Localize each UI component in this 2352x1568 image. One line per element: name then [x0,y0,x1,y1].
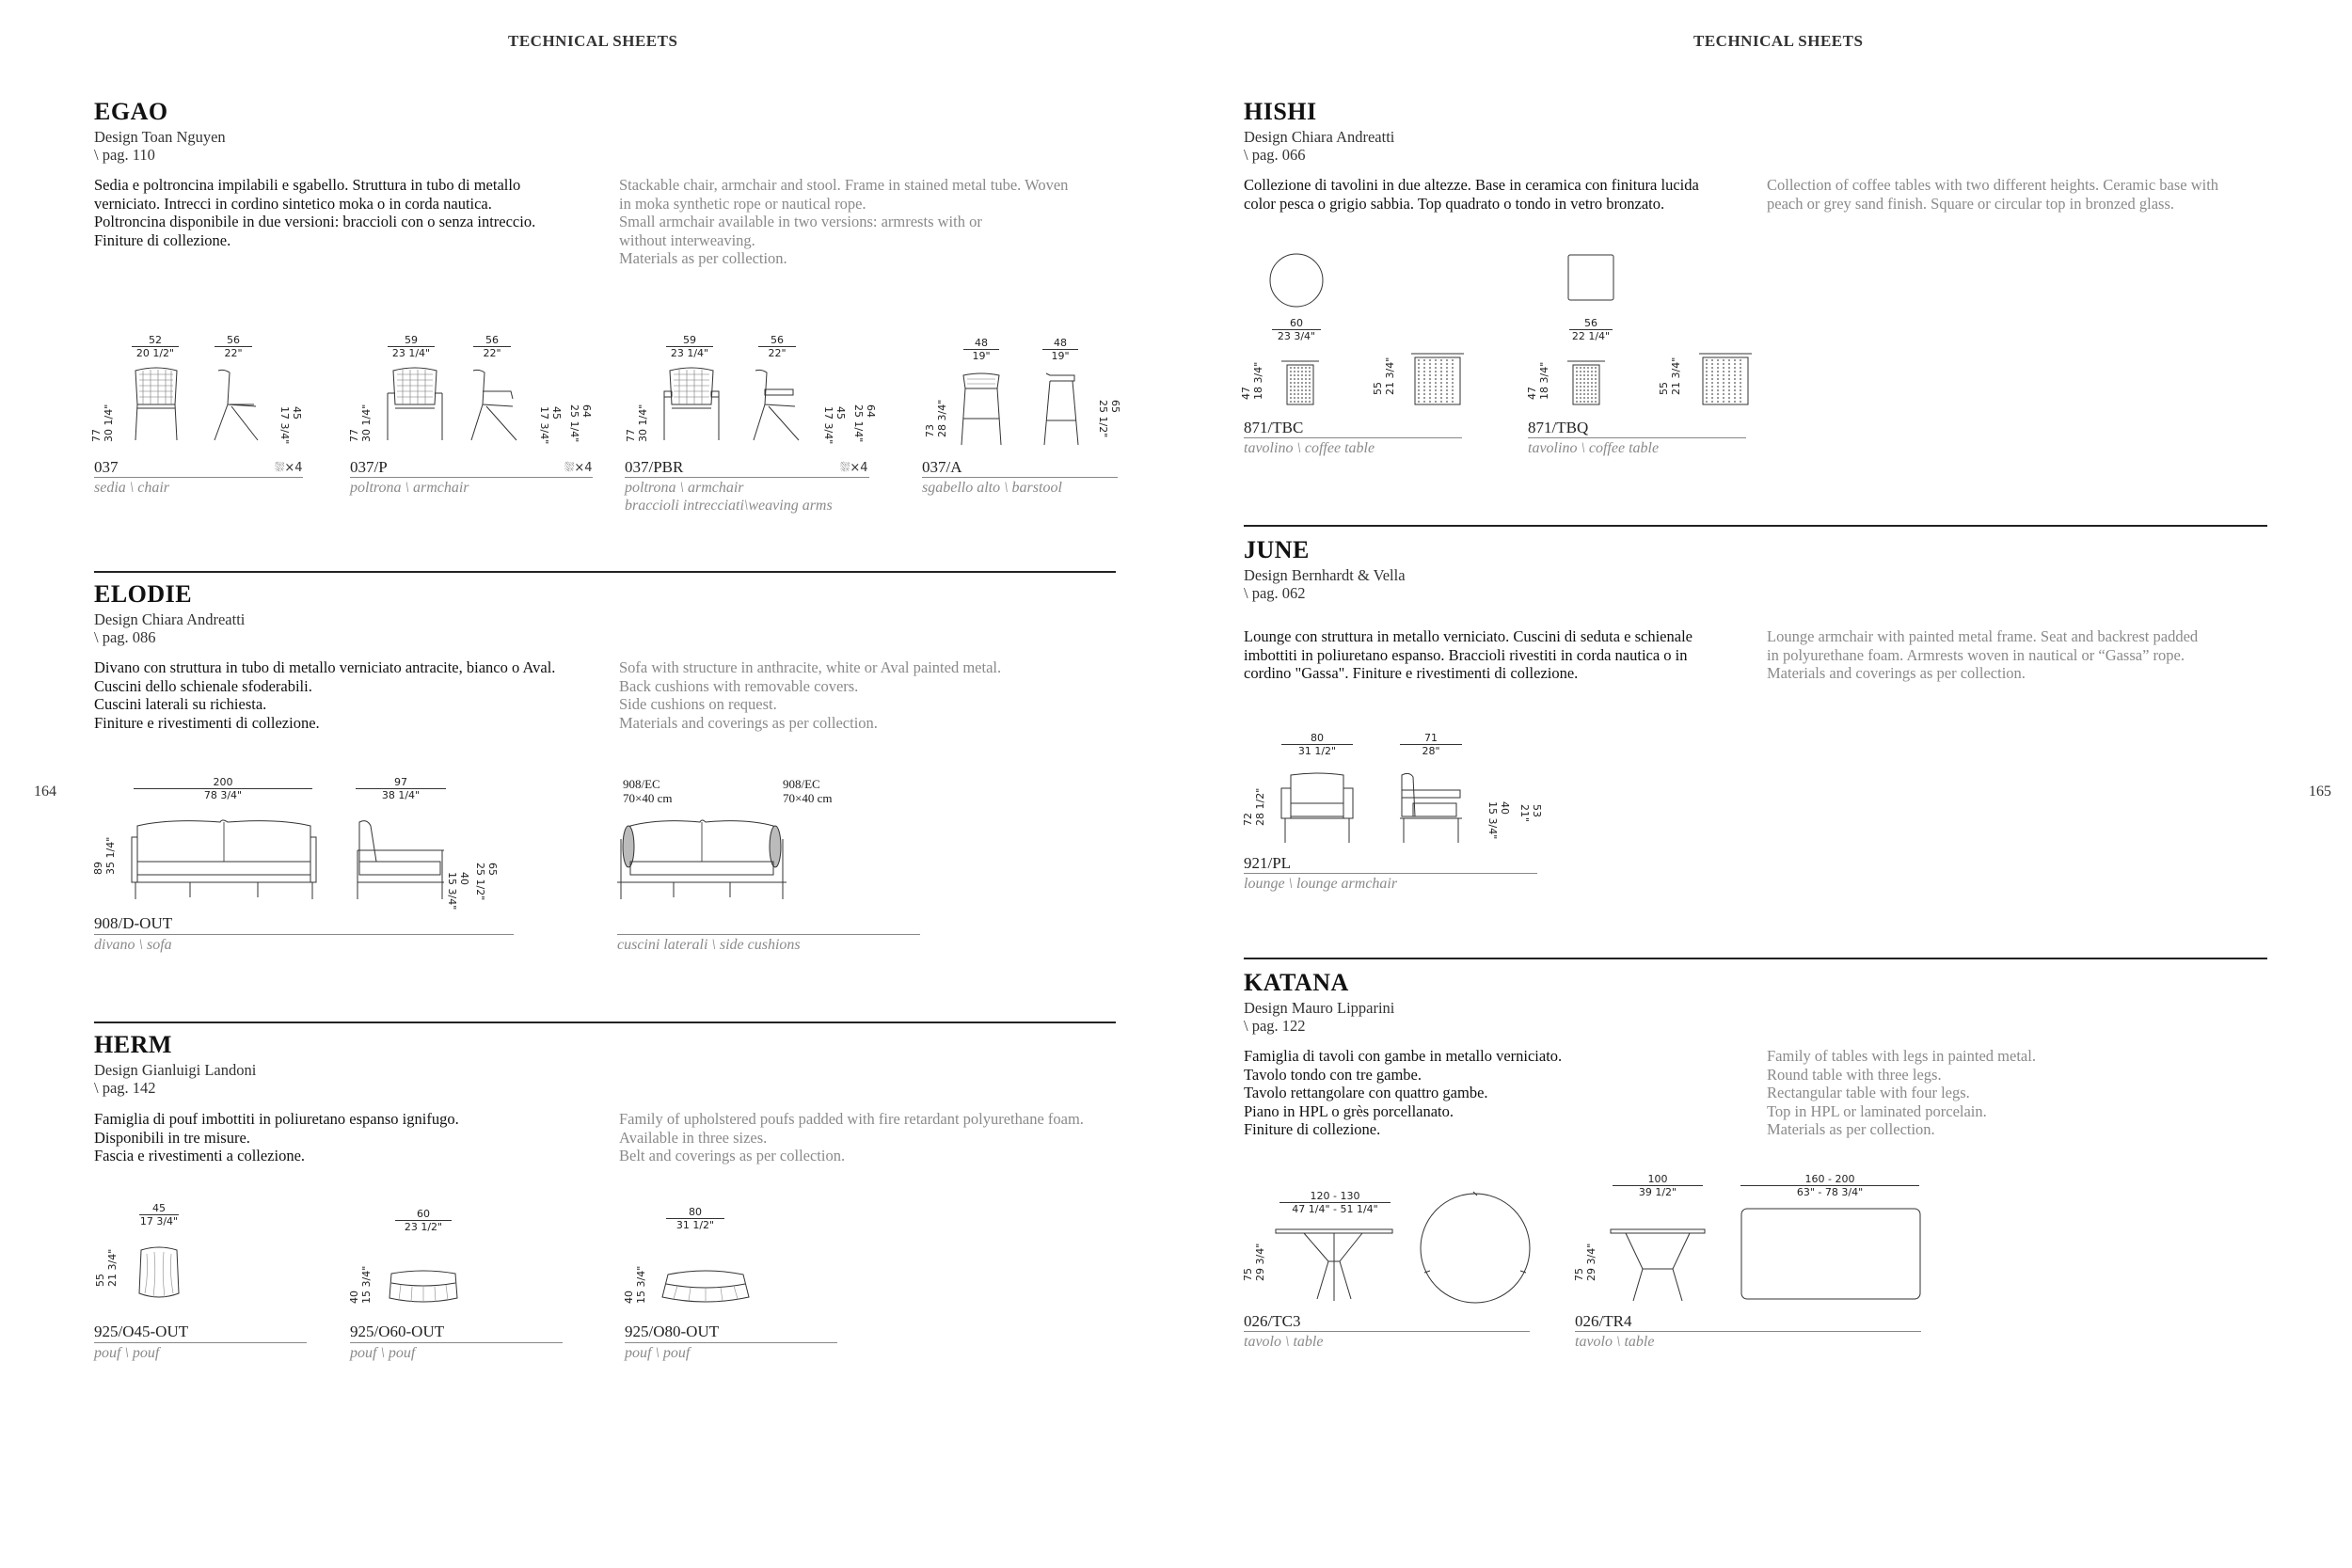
egao-037pbr-depth-dim: 56 22" [758,334,796,359]
egao-037-stack: ⛆×4 [275,461,303,475]
herm-o80-height-dim: 40 15 3/4" [623,1265,647,1304]
hishi-tbq-side-dim: 56 22 1/4" [1569,317,1613,342]
egao-037-code: 037 [94,458,119,476]
june-description-en: Lounge armchair with painted metal frame. Seat and backrest padded in polyurethane foam. Armrests woven in nautical or “Gassa” rope. Materials and coverings as per collection. [1767,627,2199,682]
egao-037-underline [94,477,303,478]
egao-designer: Design Toan Nguyen [94,128,226,146]
elodie-908d-caption: divano \ sofa [94,937,172,953]
divider-june-katana [1244,958,2267,959]
june-description-it: Lounge con struttura in metallo verniciato. Cuscini di seduta e schienale imbottiti in poliuretano espanso. Braccioli rivestiti in corda nautica o in cordino "Gassa". Finiture e rivestimenti di collezione. [1244,627,1692,682]
egao-037a-seat-dim: 65 25 1/2" [1097,400,1121,438]
egao-037-front-drawing [130,367,183,442]
egao-037pbr-front-drawing [662,367,721,442]
june-921pl-code: 921/PL [1244,854,1292,872]
herm-title: HERM [94,1031,172,1058]
egao-037a-front-drawing [958,372,1005,447]
hishi-tbc-underline [1244,437,1462,438]
egao-page-ref: \ pag. 110 [94,146,155,164]
elodie-sofa-seat-dim: 40 15 3/4" [446,872,470,911]
egao-037p-arm-dim: 64 25 1/4" [568,404,593,443]
katana-tc3-height-dim: 75 29 3/4" [1242,1243,1266,1281]
june-front-drawing [1279,769,1355,845]
egao-037a-side-drawing [1037,372,1084,447]
hishi-tbq-underline [1528,437,1746,438]
elodie-title: ELODIE [94,580,193,608]
hishi-tbq-low-drawing [1567,357,1605,406]
egao-037p-code: 037/P [350,458,388,476]
hishi-description-en: Collection of coffee tables with two different heights. Ceramic base with peach or grey sand finish. Square or circular top in bronzed glass. [1767,176,2219,213]
egao-037a-underline [922,477,1118,478]
hishi-tbq-high-dim: 55 21 3/4" [1658,356,1682,395]
hishi-tbq-code: 871/TBQ [1528,419,1589,436]
elodie-cushions-underline [617,934,920,935]
katana-description-en: Family of tables with legs in painted metal. Round table with three legs. Rectangular table with four legs. Top in HPL or laminated porcelain. Materials as per collection. [1767,1047,2036,1138]
katana-tr4-depth-dim: 100 39 1/2" [1613,1173,1703,1198]
divider-egao-elodie [94,571,1116,573]
elodie-908d-code: 908/D-OUT [94,914,173,932]
page-number-left: 164 [34,784,56,800]
hishi-designer: Design Chiara Andreatti [1244,128,1395,146]
egao-037-width-dim: 52 20 1/2" [132,334,179,359]
egao-037-height-dim: 77 30 1/4" [90,404,115,442]
egao-037-depth-dim: 56 22" [215,334,252,359]
hishi-page-ref: \ pag. 066 [1244,146,1306,164]
herm-o80-underline [625,1342,837,1343]
katana-description-it: Famiglia di tavoli con gambe in metallo verniciato. Tavolo tondo con tre gambe. Tavolo rettangolare con quattro gambe. Piano in HPL o grès porcellanato. Finiture di collezione. [1244,1047,1563,1138]
egao-037pbr-arm-dim: 64 25 1/4" [852,404,877,443]
herm-o60-code: 925/O60-OUT [350,1323,445,1340]
hishi-tbc-height-dim: 47 18 3/4" [1240,361,1264,400]
hishi-tbq-top-drawing [1567,254,1614,301]
katana-tc3-code: 026/TC3 [1244,1312,1301,1330]
hishi-description-it: Collezione di tavolini in due altezze. Base in ceramica con finitura lucida color pesca o grigio sabbia. Top quadrato o tondo in vetro bronzato. [1244,176,1699,213]
hishi-tbc-high-drawing [1411,350,1464,406]
katana-tr4-length-dim: 160 - 200 63" - 78 3/4" [1740,1173,1919,1198]
elodie-cushions-caption: cuscini laterali \ side cushions [617,937,801,953]
katana-tc3-diameter-dim: 120 - 130 47 1/4" - 51 1/4" [1279,1190,1391,1215]
herm-o60-underline [350,1342,563,1343]
egao-037p-caption: poltrona \ armchair [350,480,469,496]
june-designer: Design Bernhardt & Vella [1244,566,1406,584]
elodie-side-cushions-drawing [617,816,787,903]
june-921pl-caption: lounge \ lounge armchair [1244,876,1398,892]
elodie-sofa-depth-dim: 97 38 1/4" [356,776,446,801]
elodie-sofa-side-drawing [356,816,446,903]
egao-037pbr-code: 037/PBR [625,458,684,476]
herm-o80-code: 925/O80-OUT [625,1323,720,1340]
herm-o60-width-dim: 60 23 1/2" [395,1208,452,1233]
june-921pl-underline [1244,873,1537,874]
elodie-cushion-label-right: 908/EC 70×40 cm [783,777,833,805]
egao-037a-depth-dim: 48 19" [1042,337,1078,362]
hishi-tbc-caption: tavolino \ coffee table [1244,440,1375,456]
katana-tr4-underline [1575,1331,1921,1332]
egao-037p-seat-dim: 45 17 3/4" [538,406,563,445]
hishi-tbc-low-drawing [1281,357,1319,406]
egao-037p-stack: ⛆×4 [564,461,593,475]
june-arm-dim: 53 21" [1518,804,1543,823]
herm-o45-code: 925/O45-OUT [94,1323,189,1340]
divider-hishi-june [1244,525,2267,527]
stack-icon: ⛆ [564,461,575,475]
egao-037a-width-dim: 48 19" [963,337,999,362]
june-depth-dim: 71 28" [1400,732,1462,757]
katana-tc3-caption: tavolo \ table [1244,1334,1324,1350]
hishi-tbq-caption: tavolino \ coffee table [1528,440,1660,456]
herm-o45-width-dim: 45 17 3/4" [139,1202,179,1227]
herm-o80-caption: pouf \ pouf [625,1345,691,1361]
egao-037p-depth-dim: 56 22" [473,334,511,359]
herm-o60-caption: pouf \ pouf [350,1345,416,1361]
hishi-tbc-code: 871/TBC [1244,419,1304,436]
header-left: TECHNICAL SHEETS [508,32,678,50]
katana-tc3-top-drawing [1419,1190,1532,1307]
egao-037a-height-dim: 73 28 3/4" [924,399,948,437]
katana-title: KATANA [1244,969,1349,996]
egao-037p-underline [350,477,593,478]
june-width-dim: 80 31 1/2" [1281,732,1353,757]
elodie-description-it: Divano con struttura in tubo di metallo verniciato antracite, bianco o Aval. Cuscini dello schienale sfoderabili. Cuscini laterali su richiesta. Finiture e rivestimenti di collezione. [94,658,556,732]
hishi-tbc-diameter-dim: 60 23 3/4" [1272,317,1321,342]
herm-o45-caption: pouf \ pouf [94,1345,160,1361]
herm-o80-width-dim: 80 31 1/2" [666,1206,724,1231]
page-number-right: 165 [2309,784,2331,800]
herm-o60-height-dim: 40 15 3/4" [348,1265,373,1304]
egao-037p-width-dim: 59 23 1/4" [388,334,435,359]
june-seat-dim: 40 15 3/4" [1486,801,1511,840]
hishi-title: HISHI [1244,98,1317,125]
stack-icon: ⛆ [840,461,850,475]
egao-title: EGAO [94,98,168,125]
egao-037p-height-dim: 77 30 1/4" [348,404,373,442]
june-side-drawing [1398,769,1464,845]
elodie-sofa-height-dim: 89 35 1/4" [92,836,117,875]
elodie-sofa-width-dim: 200 78 3/4" [134,776,312,801]
egao-037a-caption: sgabello alto \ barstool [922,480,1062,496]
egao-037pbr-seat-dim: 45 17 3/4" [822,406,847,445]
egao-037-caption: sedia \ chair [94,480,169,496]
elodie-sofa-back-dim: 65 25 1/2" [474,863,499,901]
egao-037a-code: 037/A [922,458,962,476]
katana-tr4-side-drawing [1611,1227,1705,1303]
egao-description-en: Stackable chair, armchair and stool. Frame in stained metal tube. Woven in moka synthetic rope or nautical rope. Small armchair available in two versions: armrests with or without interweaving. Materials as per collection. [619,176,1069,267]
stack-icon: ⛆ [275,461,285,475]
egao-037-seat-dim: 45 17 3/4" [278,406,303,445]
egao-037pbr-side-drawing [748,367,806,442]
herm-o45-underline [94,1342,307,1343]
herm-o45-height-dim: 55 21 3/4" [94,1248,119,1287]
egao-037p-side-drawing [466,367,524,442]
hishi-tbc-high-dim: 55 21 3/4" [1372,356,1396,395]
katana-page-ref: \ pag. 122 [1244,1017,1306,1035]
june-title: JUNE [1244,536,1310,563]
egao-037pbr-underline [625,477,869,478]
katana-designer: Design Mauro Lipparini [1244,999,1395,1017]
katana-tc3-side-drawing [1276,1227,1392,1303]
june-height-dim: 72 28 1/2" [1242,787,1266,826]
egao-037pbr-width-dim: 59 23 1/4" [666,334,713,359]
elodie-description-en: Sofa with structure in anthracite, white or Aval painted metal. Back cushions with removable covers. Side cushions on request. Materials and coverings as per collection. [619,658,1002,732]
katana-tr4-height-dim: 75 29 3/4" [1573,1243,1597,1281]
egao-037pbr-caption: poltrona \ armchair braccioli intrecciati\weaving arms [625,480,833,514]
elodie-page-ref: \ pag. 086 [94,628,156,646]
egao-description-it: Sedia e poltroncina impilabili e sgabello. Struttura in tubo di metallo verniciato. Intrecci in cordino sintetico moka o in corda nautica. Poltroncina disponibile in due versioni: braccioli con o senza intreccio. Finiture di collezione. [94,176,536,249]
herm-designer: Design Gianluigi Landoni [94,1061,257,1079]
elodie-sofa-front-drawing [132,816,316,903]
herm-description-it: Famiglia di pouf imbottiti in poliuretano espanso ignifugo. Disponibili in tre misure. Fascia e rivestimenti a collezione. [94,1110,459,1164]
hishi-tbq-high-drawing [1699,350,1752,406]
elodie-908d-underline [94,934,514,935]
herm-page-ref: \ pag. 142 [94,1079,156,1097]
header-right: TECHNICAL SHEETS [1693,32,1864,50]
elodie-cushion-label-left: 908/EC 70×40 cm [623,777,673,805]
katana-tr4-code: 026/TR4 [1575,1312,1632,1330]
divider-elodie-herm [94,1022,1116,1023]
egao-037pbr-height-dim: 77 30 1/4" [625,404,649,442]
katana-tr4-top-drawing [1740,1208,1921,1300]
elodie-designer: Design Chiara Andreatti [94,610,246,628]
egao-037-side-drawing [209,367,265,442]
katana-tc3-underline [1244,1331,1530,1332]
june-page-ref: \ pag. 062 [1244,584,1306,602]
herm-o80-drawing [659,1265,753,1307]
egao-037p-front-drawing [386,367,444,442]
hishi-tbc-top-drawing [1268,252,1325,309]
herm-description-en: Family of upholstered poufs padded with fire retardant polyurethane foam. Available in three sizes. Belt and coverings as per collection. [619,1110,1084,1164]
hishi-tbq-height-dim: 47 18 3/4" [1526,361,1550,400]
herm-o60-drawing [388,1268,459,1306]
katana-tr4-caption: tavolo \ table [1575,1334,1655,1350]
herm-o45-drawing [137,1246,181,1301]
egao-037pbr-stack: ⛆×4 [840,461,868,475]
